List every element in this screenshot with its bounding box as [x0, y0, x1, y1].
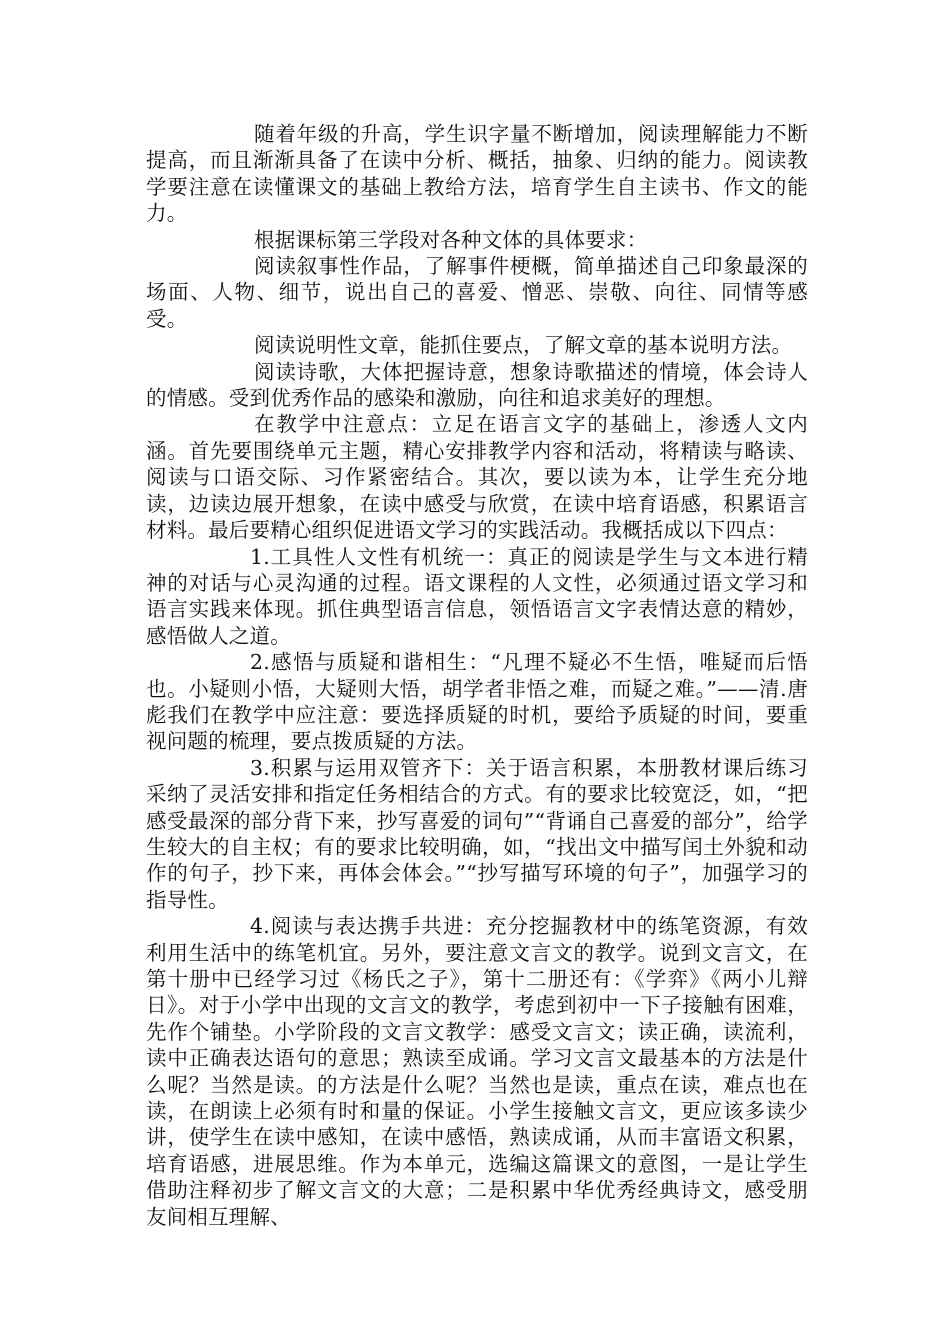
paragraph-reading-ability: 随着年级的升高，学生识字量不断增加，阅读理解能力不断提高，而且渐渐具备了在读中分析、概括，抽象、归纳的能力。阅读教学要注意在读懂课文的基础上教给方法，培育学生自主读书、作文的能力。	[146, 122, 808, 226]
paragraph-narrative-works: 阅读叙事性作品，了解事件梗概，简单描述自己印象最深的场面、人物、细节，说出自己的喜爱、憎恶、崇敬、向往、同情等感受。	[146, 254, 808, 331]
paragraph-point-4: 4.阅读与表达携手共进：充分挖掘教材中的练笔资源，有效利用生活中的练笔机宜。另外，要注意文言文的教学。说到文言文，在第十册中已经学习过《杨氏之子》，第十二册还有：《学弈》《两小儿辩日》。对于小学中出现的文言文的教学，考虑到初中一下子接触有困难，先作个铺垫。小学阶段的文言文教学：感受文言文；读正确，读流利，读中正确表达语句的意思；熟读至成诵。学习文言文最基本的方法是什么呢？当然是读。的方法是什么呢？当然也是读，重点在读，难点也在读，在朗读上必须有时和量的保证。小学生接触文言文，更应该多读少讲，使学生在读中感知，在读中感悟，熟读成诵，从而丰富语文积累，培育语感，进展思维。作为本单元，选编这篇课文的意图，一是让学生借助注释初步了解文言文的大意；二是积累中华优秀经典诗文，感受朋友间相互理解、	[146, 914, 808, 1229]
paragraph-teaching-notes: 在教学中注意点：立足在语言文字的基础上，渗透人文内涵。首先要围绕单元主题，精心安排教学内容和活动，将精读与略读、阅读与口语交际、习作紧密结合。其次，要以读为本，让学生充分地读，边读边展开想象，在读中感受与欣赏，在读中培育语感，积累语言材料。最后要精心组织促进语文学习的实践活动。我概括成以下四点：	[146, 412, 808, 543]
paragraph-point-3: 3.积累与运用双管齐下：关于语言积累，本册教材课后练习采纳了灵活安排和指定任务相结合的方式。有的要求比较宽泛，如，“把感受最深的部分背下来，抄写喜爱的词句”“背诵自己喜爱的部分”，给学生较大的自主权；有的要求比较明确，如，“找出文中描写闰土外貌和动作的句子，抄下来，再体会体会。”“抄写描写环境的句子”，加强学习的指导性。	[146, 755, 808, 912]
paragraph-point-2: 2.感悟与质疑和谐相生：“凡理不疑必不生悟，唯疑而后悟也。小疑则小悟，大疑则大悟，胡学者非悟之难，而疑之难。”——清.唐彪我们在教学中应注意：要选择质疑的时机，要给予质疑的时间，要重视问题的梳理，要点拨质疑的方法。	[146, 650, 808, 754]
document-page	[146, 121, 808, 1230]
paragraph-poetry: 阅读诗歌，大体把握诗意，想象诗歌描述的情境，体会诗人的情感。受到优秀作品的感染和激励，向往和追求美好的理想。	[146, 359, 808, 411]
paragraph-point-1: 1.工具性人文性有机统一：真正的阅读是学生与文本进行精神的对话与心灵沟通的过程。语文课程的人文性，必须通过语文学习和语言实践来体现。抓住典型语言信息，领悟语言文字表情达意的精妙，感悟做人之道。	[146, 544, 808, 648]
paragraph-curriculum-intro: 根据课标第三学段对各种文体的具体要求：	[254, 227, 648, 252]
paragraph-expository-texts: 阅读说明性文章，能抓住要点，了解文章的基本说明方法。	[254, 333, 793, 358]
